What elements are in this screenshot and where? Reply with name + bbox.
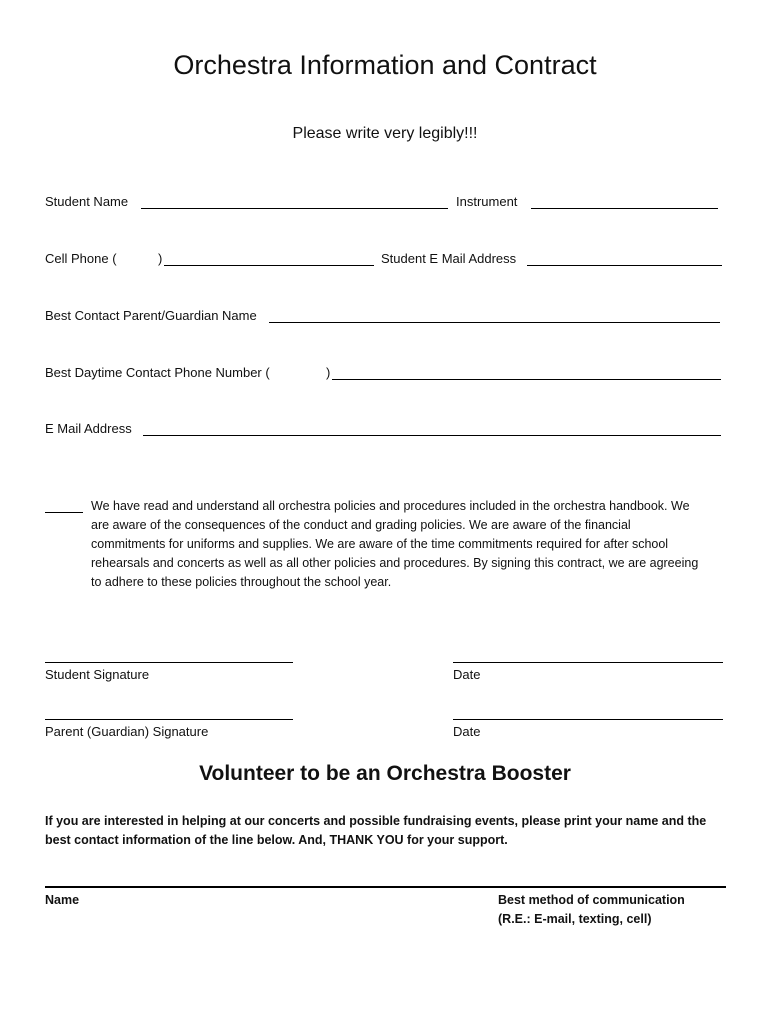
page-subtitle: Please write very legibly!!! bbox=[292, 125, 478, 142]
student-email-label: Student E Mail Address bbox=[381, 251, 517, 266]
instrument-label: Instrument bbox=[456, 194, 518, 209]
page-title: Orchestra Information and Contract bbox=[173, 50, 597, 80]
parent-date-line[interactable] bbox=[453, 719, 723, 720]
cell-phone-label: Cell Phone ( bbox=[45, 251, 117, 266]
instrument-field[interactable] bbox=[531, 208, 718, 209]
booster-method-label: Best method of communication bbox=[498, 893, 685, 907]
email-label: E Mail Address bbox=[45, 421, 132, 436]
booster-title: Volunteer to be an Orchestra Booster bbox=[199, 762, 571, 785]
booster-entry-line[interactable] bbox=[45, 886, 726, 888]
parent-date-label: Date bbox=[453, 724, 481, 739]
parent-name-label: Best Contact Parent/Guardian Name bbox=[45, 308, 257, 323]
student-date-label: Date bbox=[453, 667, 481, 682]
student-signature-line[interactable] bbox=[45, 662, 293, 663]
parent-signature-line[interactable] bbox=[45, 719, 293, 720]
daytime-phone-field[interactable] bbox=[332, 379, 721, 380]
agreement-text: We have read and understand all orchestra policies and procedures included in the orchestra handbook. We are aware of the consequences of the conduct and grading policies. We are aware of the financial commitments for uniforms and supplies. We are aware of the time commitments required for after school rehearsals and concerts as well as all other policies and procedures. By signing this contract, we are agreeing to adhere to these policies throughout the school year. bbox=[91, 499, 699, 589]
booster-text: If you are interested in helping at our concerts and possible fundraising events, please print your name and the best contact information of the line below. And, THANK YOU for your support. bbox=[45, 814, 707, 847]
student-name-field[interactable] bbox=[141, 208, 448, 209]
email-field[interactable] bbox=[143, 435, 721, 436]
booster-name-label: Name bbox=[45, 893, 80, 907]
agreement-initials-field[interactable] bbox=[45, 512, 83, 513]
student-email-field[interactable] bbox=[527, 265, 722, 266]
student-date-line[interactable] bbox=[453, 662, 723, 663]
booster-method-hint: (R.E.: E-mail, texting, cell) bbox=[498, 912, 652, 926]
parent-name-field[interactable] bbox=[269, 322, 720, 323]
parent-signature-label: Parent (Guardian) Signature bbox=[45, 724, 209, 739]
student-signature-label: Student Signature bbox=[45, 667, 150, 682]
cell-phone-paren: ) bbox=[158, 251, 163, 266]
cell-phone-field[interactable] bbox=[164, 265, 374, 266]
daytime-phone-label: Best Daytime Contact Phone Number ( bbox=[45, 365, 270, 380]
student-name-label: Student Name bbox=[45, 194, 129, 209]
daytime-phone-paren: ) bbox=[326, 365, 331, 380]
